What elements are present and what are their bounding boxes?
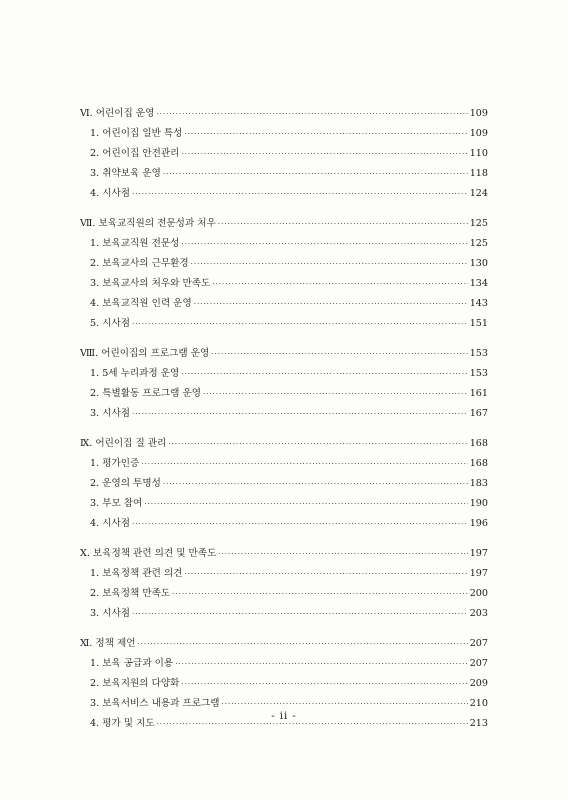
toc-item[interactable] <box>80 404 488 424</box>
dot-leader <box>194 294 468 314</box>
toc-item[interactable] <box>80 184 488 204</box>
toc-item-page-number: 183 <box>469 478 488 489</box>
dot-leader <box>132 404 468 424</box>
toc-chapter-page-number: 109 <box>469 108 488 119</box>
dot-leader <box>138 634 468 654</box>
dot-leader <box>181 144 467 164</box>
toc-section <box>80 544 488 624</box>
toc-item-label: 5. 시사점 <box>90 318 131 329</box>
toc-item[interactable] <box>80 514 488 534</box>
toc-item-label: 1. 어린이집 일반 특성 <box>90 128 183 139</box>
toc-chapter-page-number: 125 <box>469 218 488 229</box>
toc-chapter[interactable] <box>80 344 488 364</box>
dot-leader <box>163 164 468 184</box>
dot-leader <box>191 254 468 274</box>
toc-item-page-number: 207 <box>469 658 488 669</box>
toc-chapter[interactable] <box>80 104 488 124</box>
toc-item-page-number: 196 <box>469 518 488 529</box>
toc-item-page-number: 124 <box>469 188 488 199</box>
toc-item[interactable] <box>80 494 488 514</box>
toc-item-label: 1. 보육 공급과 이용 <box>90 658 174 669</box>
dot-leader <box>203 384 468 404</box>
toc-chapter-page-number: 168 <box>469 438 488 449</box>
toc-item[interactable] <box>80 584 488 604</box>
toc-item-label: 3. 취약보육 운영 <box>90 168 161 179</box>
toc-item[interactable] <box>80 364 488 384</box>
toc-item-page-number: 110 <box>469 148 488 159</box>
toc-item-label: 2. 보육교사의 근무환경 <box>90 258 189 269</box>
toc-item-label: 2. 어린이집 안전관리 <box>90 148 180 159</box>
toc-item-label: 3. 시사점 <box>90 408 131 419</box>
toc-item-label: 2. 특별활동 프로그램 운영 <box>90 388 201 399</box>
toc-item[interactable] <box>80 454 488 474</box>
dot-leader <box>181 364 467 384</box>
toc-item-page-number: 153 <box>469 368 488 379</box>
toc-item-page-number: 197 <box>469 568 488 579</box>
toc-item[interactable] <box>80 474 488 494</box>
dot-leader <box>168 434 467 454</box>
dot-leader <box>184 124 467 144</box>
toc-chapter-page-number: 197 <box>469 548 488 559</box>
dot-leader <box>132 184 468 204</box>
toc-item-page-number: 210 <box>469 698 488 709</box>
toc-item-label: 3. 시사점 <box>90 608 131 619</box>
toc-item[interactable] <box>80 654 488 674</box>
toc-item[interactable] <box>80 674 488 694</box>
toc-chapter[interactable] <box>80 634 488 654</box>
toc-item[interactable] <box>80 124 488 144</box>
toc-item-page-number: 209 <box>469 678 488 689</box>
toc-item-label: 1. 평가인증 <box>90 458 140 469</box>
dot-leader <box>218 544 467 564</box>
toc-chapter-label: Ⅸ. 어린이집 질 관리 <box>80 438 167 449</box>
toc-section <box>80 434 488 534</box>
dot-leader <box>132 514 468 534</box>
toc-item[interactable] <box>80 384 488 404</box>
dot-leader <box>184 564 467 584</box>
dot-leader <box>175 654 468 674</box>
toc-item-label: 3. 보육교사의 처우와 만족도 <box>90 278 211 289</box>
toc-item-page-number: 167 <box>469 408 488 419</box>
toc-item-page-number: 109 <box>469 128 488 139</box>
toc-chapter-label: Ⅵ. 어린이집 운영 <box>80 108 155 119</box>
toc-chapter-label: Ⅶ. 보육교직원의 전문성과 처우 <box>80 218 216 229</box>
toc-item-label: 1. 5세 누리과정 운영 <box>90 368 180 379</box>
toc-item-label: 4. 시사점 <box>90 518 131 529</box>
toc-chapter[interactable] <box>80 544 488 564</box>
toc-item-page-number: 143 <box>469 298 488 309</box>
toc-item-page-number: 125 <box>469 238 488 249</box>
toc-item-page-number: 118 <box>469 168 488 179</box>
toc-item-label: 4. 보육교직원 인력 운영 <box>90 298 192 309</box>
dot-leader <box>156 104 467 124</box>
toc-item[interactable] <box>80 564 488 584</box>
dot-leader <box>181 674 467 694</box>
dot-leader <box>132 314 468 334</box>
toc-item-page-number: 200 <box>469 588 488 599</box>
toc-chapter-page-number: 153 <box>469 348 488 359</box>
toc-chapter-label: Ⅷ. 어린이집의 프로그램 운영 <box>80 348 210 359</box>
toc-item-label: 1. 보육정책 관련 의견 <box>90 568 183 579</box>
toc-item-page-number: 130 <box>469 258 488 269</box>
toc-item-label: 3. 부모 참여 <box>90 498 143 509</box>
toc-chapter[interactable] <box>80 434 488 454</box>
toc-item[interactable] <box>80 164 488 184</box>
toc-chapter-label: Ⅺ. 정책 제언 <box>80 638 136 649</box>
toc-section <box>80 104 488 204</box>
toc-item[interactable] <box>80 234 488 254</box>
toc-item[interactable] <box>80 254 488 274</box>
toc-item-page-number: 203 <box>469 608 488 619</box>
toc-item-label: 4. 평가 및 지도 <box>90 718 155 729</box>
toc-item-page-number: 134 <box>469 278 488 289</box>
toc-item[interactable] <box>80 294 488 314</box>
toc-item-page-number: 168 <box>469 458 488 469</box>
dot-leader <box>141 454 467 474</box>
dot-leader <box>163 474 468 494</box>
toc-item-label: 4. 시사점 <box>90 188 131 199</box>
toc-item-page-number: 213 <box>469 718 488 729</box>
toc-item[interactable] <box>80 314 488 334</box>
toc-section <box>80 344 488 424</box>
dot-leader <box>132 604 468 624</box>
dot-leader <box>181 234 467 254</box>
dot-leader <box>218 214 468 234</box>
toc-item[interactable] <box>80 144 488 164</box>
toc-item[interactable] <box>80 604 488 624</box>
table-of-contents <box>80 104 488 744</box>
toc-chapter[interactable] <box>80 214 488 234</box>
toc-item-label: 2. 운영의 투명성 <box>90 478 161 489</box>
toc-section <box>80 214 488 334</box>
toc-item-label: 1. 보육교직원 전문성 <box>90 238 180 249</box>
toc-item-page-number: 190 <box>469 498 488 509</box>
toc-item-label: 2. 보육정책 만족도 <box>90 588 171 599</box>
dot-leader <box>144 494 467 514</box>
toc-chapter-page-number: 207 <box>469 638 488 649</box>
toc-item-page-number: 161 <box>469 388 488 399</box>
dot-leader <box>172 584 468 604</box>
dot-leader <box>211 344 467 364</box>
toc-item[interactable] <box>80 274 488 294</box>
page-footer: - ii - <box>271 711 297 722</box>
toc-item-label: 2. 보육지원의 다양화 <box>90 678 180 689</box>
toc-chapter-label: Ⅹ. 보육정책 관련 의견 및 만족도 <box>80 548 217 559</box>
toc-item-label: 3. 보육서비스 내용과 프로그램 <box>90 698 220 709</box>
dot-leader <box>212 274 467 294</box>
toc-item-page-number: 151 <box>469 318 488 329</box>
